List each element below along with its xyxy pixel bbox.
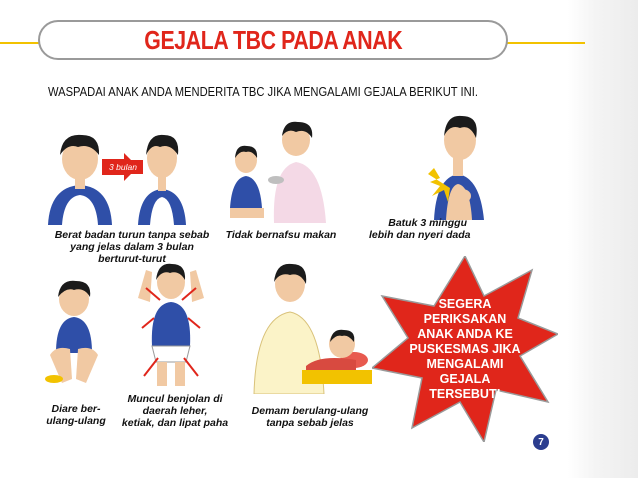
- fever-illustration: [246, 262, 372, 394]
- page-title: GEJALA TBC PADA ANAK: [144, 24, 402, 55]
- bowl-icon: [268, 176, 284, 184]
- bed-figure: [302, 370, 372, 384]
- page-number-badge: 7: [533, 434, 549, 450]
- sandal-icon: [45, 375, 63, 383]
- title-banner: [38, 20, 508, 60]
- page-subtitle: WASPADAI ANAK ANDA MENDERITA TBC JIKA MENGALAMI GEJALA BERIKUT INI.: [48, 84, 478, 99]
- child-figure: [230, 146, 264, 218]
- lumps-illustration: [126, 258, 216, 388]
- appetite-illustration: [226, 118, 336, 223]
- caption-fever: Demam berulang-ulang tanpa sebab jelas: [251, 405, 369, 429]
- page-margin: [568, 0, 638, 478]
- caption-cough: Batuk 3 minggu lebih dan nyeri dada: [369, 217, 471, 241]
- caption-weight-loss: Berat badan turun tanpa sebab yang jelas dalam 3 bulan berturut-turut: [54, 229, 210, 265]
- diarrhea-illustration: [40, 275, 110, 395]
- caption-appetite: Tidak bernafsu makan: [225, 229, 337, 241]
- duration-badge: 3 bulan: [103, 160, 143, 174]
- caption-lumps: Muncul benjolan di daerah leher, ketiak, dan lipat paha: [121, 393, 229, 429]
- callout-text: SEGERA PERIKSAKAN ANAK ANDA KE PUSKESMAS JIKA MENGALAMI GEJALA TERSEBUT!: [409, 296, 521, 401]
- boy-after-figure: [138, 135, 186, 225]
- mother-figure: [274, 122, 326, 223]
- boy-before-figure: [48, 135, 112, 225]
- weight-loss-illustration: [40, 125, 200, 225]
- caption-diarrhea: Diare ber- ulang-ulang: [46, 403, 106, 427]
- hand-figure: [453, 189, 471, 203]
- cough-illustration: [418, 108, 498, 220]
